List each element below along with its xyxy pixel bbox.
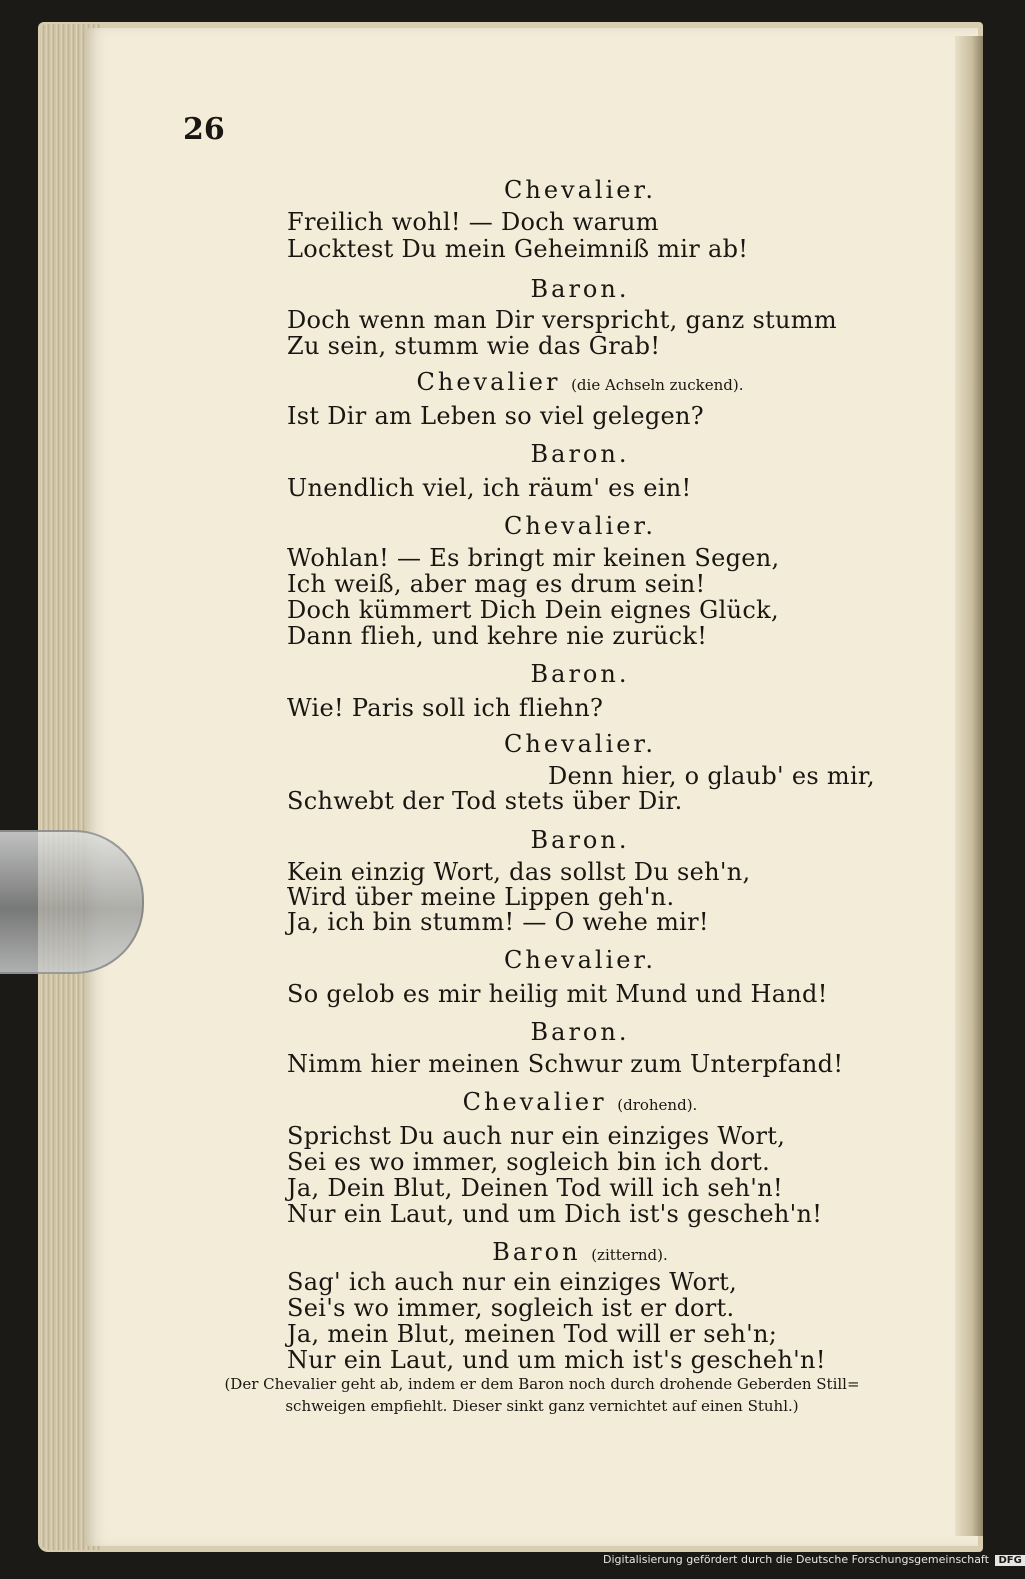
verse-line: Freilich wohl! — Doch warum xyxy=(287,208,659,236)
speaker-heading xyxy=(285,440,875,468)
verse-line: Ja, Dein Blut, Deinen Tod will ich seh'n! xyxy=(287,1174,783,1202)
verse-line: Doch wenn man Dir verspricht, ganz stumm xyxy=(287,306,837,334)
speaker-heading xyxy=(285,176,875,204)
footer-credit xyxy=(603,1553,1025,1566)
stage-direction-line-2: schweigen empfiehlt. Dieser sinkt ganz vernichtet auf einen Stuhl.) xyxy=(285,1397,799,1415)
verse-line: Wird über meine Lippen geh'n. xyxy=(287,883,675,911)
verse-line: Unendlich viel, ich räum' es ein! xyxy=(287,474,692,502)
speaker-heading xyxy=(285,946,875,974)
speaker-name: Baron. xyxy=(530,1018,630,1046)
speaker-direction: (die Achseln zuckend). xyxy=(571,376,744,394)
speaker-direction: (drohend). xyxy=(617,1096,698,1114)
speaker-heading xyxy=(285,1088,875,1116)
speaker-name: Chevalier. xyxy=(504,730,656,758)
verse-line: Doch kümmert Dich Dein eignes Glück, xyxy=(287,596,779,624)
speaker-name: Chevalier xyxy=(416,368,561,396)
verse-line: Wohlan! — Es bringt mir keinen Segen, xyxy=(287,544,780,572)
stage-direction-line-1: (Der Chevalier geht ab, indem er dem Baron noch durch drohende Geberden Still= xyxy=(224,1375,860,1393)
speaker-heading xyxy=(285,512,875,540)
speaker-name: Baron xyxy=(492,1238,581,1266)
verse-line: Locktest Du mein Geheimniß mir ab! xyxy=(287,235,749,263)
page-number: 26 xyxy=(183,112,225,147)
verse-line: Sei es wo immer, sogleich bin ich dort. xyxy=(287,1148,771,1176)
speaker-name: Chevalier xyxy=(462,1088,607,1116)
speaker-name: Baron. xyxy=(530,826,630,854)
speaker-heading xyxy=(285,368,875,396)
speaker-heading xyxy=(285,275,875,303)
speaker-direction: (zitternd). xyxy=(591,1246,668,1264)
verse-line: Zu sein, stumm wie das Grab! xyxy=(287,332,661,360)
verse-line: Sprichst Du auch nur ein einziges Wort, xyxy=(287,1122,786,1150)
verse-line: Kein einzig Wort, das sollst Du seh'n, xyxy=(287,858,751,886)
dfg-logo: DFG xyxy=(995,1555,1024,1566)
verse-line: Ist Dir am Leben so viel gelegen? xyxy=(287,402,704,430)
speaker-name: Baron. xyxy=(530,440,630,468)
gutter-shadow xyxy=(955,36,983,1536)
verse-line: Denn hier, o glaub' es mir, xyxy=(547,762,875,790)
page-clip xyxy=(0,830,144,974)
verse-line: Dann flieh, und kehre nie zurück! xyxy=(287,622,708,650)
speaker-heading xyxy=(285,1018,875,1046)
verse-line: Nur ein Laut, und um Dich ist's gescheh'n! xyxy=(287,1200,823,1228)
verse-line: Sag' ich auch nur ein einziges Wort, xyxy=(287,1268,738,1296)
verse-line: Schwebt der Tod stets über Dir. xyxy=(287,787,683,815)
verse-line: Ja, mein Blut, meinen Tod will er seh'n; xyxy=(287,1320,778,1348)
speaker-heading xyxy=(285,660,875,688)
speaker-name: Baron. xyxy=(530,275,630,303)
verse-line: So gelob es mir heilig mit Mund und Hand! xyxy=(287,980,828,1008)
speaker-heading xyxy=(285,730,875,758)
footer-credit-text: Digitalisierung gefördert durch die Deutsche Forschungsgemeinschaft xyxy=(603,1553,989,1566)
verse-line: Nimm hier meinen Schwur zum Unterpfand! xyxy=(287,1050,844,1078)
speaker-name: Chevalier. xyxy=(504,946,656,974)
speaker-heading xyxy=(285,826,875,854)
verse-line: Ich weiß, aber mag es drum sein! xyxy=(287,570,706,598)
verse-line: Nur ein Laut, und um mich ist's gescheh'n! xyxy=(287,1346,826,1374)
speaker-name: Baron. xyxy=(530,660,630,688)
speaker-name: Chevalier. xyxy=(504,512,656,540)
verse-line: Wie! Paris soll ich fliehn? xyxy=(287,694,604,722)
verse-line: Ja, ich bin stumm! — O wehe mir! xyxy=(287,908,709,936)
speaker-name: Chevalier. xyxy=(504,176,656,204)
speaker-heading xyxy=(285,1238,875,1266)
verse-line: Sei's wo immer, sogleich ist er dort. xyxy=(287,1294,735,1322)
